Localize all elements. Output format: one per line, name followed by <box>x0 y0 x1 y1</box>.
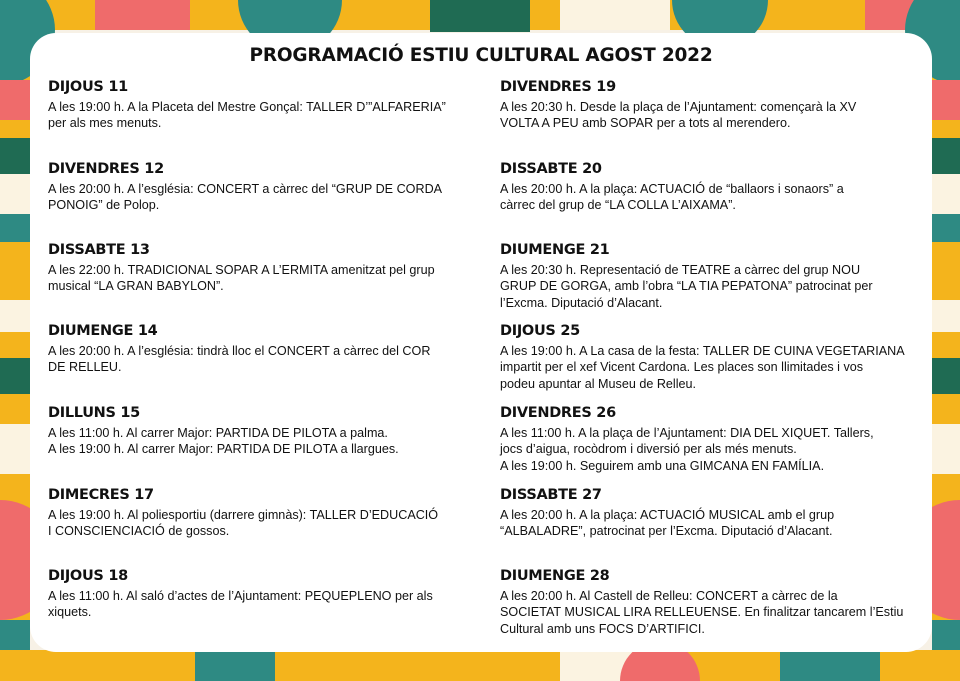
event-description <box>500 262 925 311</box>
event-description <box>500 181 925 214</box>
event-block <box>500 567 925 637</box>
event-block <box>500 160 925 214</box>
event-line: PONOIG” de Polop. <box>48 198 160 213</box>
right-block-3 <box>932 174 960 214</box>
event-line: A les 20:00 h. A la plaça: ACTUACIÓ de “ballaors i sonaors” a <box>500 182 844 196</box>
event-description <box>500 99 925 132</box>
top-block-red <box>95 0 190 30</box>
event-line: xiquets. <box>48 605 92 620</box>
event-block <box>48 486 478 540</box>
event-line: musical “LA GRAN BABYLON”. <box>48 279 224 294</box>
event-block <box>500 78 925 132</box>
event-description <box>48 425 478 458</box>
event-block <box>48 160 478 214</box>
event-block <box>48 322 478 376</box>
left-block-7 <box>0 358 30 394</box>
top-block-green <box>430 0 530 32</box>
event-block <box>500 486 925 540</box>
event-description <box>500 588 925 637</box>
right-block-5 <box>932 300 960 332</box>
event-block <box>48 567 478 621</box>
event-line: SOCIETAT MUSICAL LIRA RELLEUENSE. En finalitzar tancarem l’Estiu <box>500 605 904 620</box>
event-line: A les 20:00 h. Al Castell de Relleu: CONCERT a càrrec de la <box>500 589 838 603</box>
top-block-cream <box>560 0 670 30</box>
event-line: A les 11:00 h. Al carrer Major: PARTIDA DE PILOTA a palma. <box>48 426 388 440</box>
event-block <box>500 241 925 311</box>
right-block-2 <box>932 138 960 174</box>
event-line: per als mes menuts. <box>48 116 162 131</box>
event-line: A les 11:00 h. A la plaça de l’Ajuntament: DIA DEL XIQUET. Tallers, <box>500 426 874 440</box>
event-line: A les 20:00 h. A l’església: tindrà lloc el CONCERT a càrrec del COR <box>48 344 431 358</box>
left-block-8 <box>0 394 30 424</box>
event-block <box>500 322 925 392</box>
event-description <box>48 181 478 214</box>
event-day: DIUMENGE 28 <box>500 568 610 584</box>
left-block-3 <box>0 174 30 214</box>
event-line: I CONSCIENCIACIÓ de gossos. <box>48 524 230 539</box>
event-line: A les 11:00 h. Al saló d’actes de l’Ajuntament: PEQUEPLENO per als <box>48 589 433 603</box>
left-block-1 <box>0 80 30 120</box>
event-description <box>48 262 478 295</box>
event-day: DIUMENGE 14 <box>48 323 158 339</box>
event-line: jocs d’aigua, rocòdrom i diversió per als més menuts. <box>500 442 797 457</box>
event-description <box>500 343 925 392</box>
event-line: DE RELLEU. <box>48 360 122 375</box>
right-block-1 <box>932 80 960 120</box>
event-day: DIVENDRES 12 <box>48 161 164 177</box>
event-line: GRUP DE GORGA, amb l’obra “LA TIA PEPATONA” patrocinat per <box>500 279 873 294</box>
event-day: DIUMENGE 21 <box>500 242 610 258</box>
bottom-block-teal-2 <box>780 650 880 681</box>
left-block-6 <box>0 332 30 358</box>
event-day: DIJOUS 18 <box>48 568 128 584</box>
left-block-4 <box>0 214 30 242</box>
event-line: impartit per el xef Vicent Cardona. Les places son llimitades i vos <box>500 360 864 375</box>
event-line: A les 20:00 h. A la plaça: ACTUACIÓ MUSICAL amb el grup <box>500 508 835 522</box>
event-description <box>500 507 925 540</box>
left-block-2 <box>0 138 30 174</box>
event-line: A les 19:00 h. A La casa de la festa: TALLER DE CUINA VEGETARIANA <box>500 344 905 358</box>
event-day: DISSABTE 27 <box>500 487 602 503</box>
event-line: A les 19:00 h. Al poliesportiu (darrere gimnàs): TALLER D’EDUCACIÓ <box>48 508 439 522</box>
event-line: l’Excma. Diputació d’Alacant. <box>500 295 663 310</box>
event-line: A les 20:30 h. Desde la plaça de l’Ajuntament: començarà la XV <box>500 100 857 114</box>
event-description <box>500 425 925 474</box>
event-description <box>48 507 478 540</box>
event-line: A les 20:30 h. Representació de TEATRE a càrrec del grup NOU <box>500 263 861 277</box>
event-description <box>48 588 478 621</box>
right-block-4 <box>932 214 960 242</box>
event-line: VOLTA A PEU amb SOPAR per a tots al merendero. <box>500 116 791 131</box>
event-block <box>48 404 478 458</box>
event-block <box>500 404 925 474</box>
event-line: podeu apuntar al Museu de Relleu. <box>500 376 697 391</box>
event-block <box>48 241 478 295</box>
right-block-6 <box>932 358 960 394</box>
left-block-5 <box>0 300 30 332</box>
right-block-7 <box>932 424 960 474</box>
event-day: DISSABTE 20 <box>500 161 602 177</box>
left-block-9 <box>0 424 30 474</box>
event-description <box>48 343 478 376</box>
event-block <box>48 78 478 132</box>
event-day: DIVENDRES 26 <box>500 405 616 421</box>
event-day: DISSABTE 13 <box>48 242 150 258</box>
event-line: A les 20:00 h. A l’església: CONCERT a càrrec del “GRUP DE CORDA <box>48 182 443 196</box>
event-day: DIJOUS 11 <box>48 79 128 95</box>
bottom-block-teal <box>195 650 275 681</box>
event-day: DIVENDRES 19 <box>500 79 616 95</box>
event-day: DIMECRES 17 <box>48 487 154 503</box>
event-line: càrrec del grup de “LA COLLA L’AIXAMA”. <box>500 198 736 213</box>
event-line: A les 19:00 h. Seguirem amb una GIMCANA EN FAMÍLIA. <box>500 458 825 473</box>
event-line: A les 22:00 h. TRADICIONAL SOPAR A L’ERMITA amenitzat pel grup <box>48 263 435 277</box>
event-day: DILLUNS 15 <box>48 405 140 421</box>
event-line: A les 19:00 h. A la Placeta del Mestre Gonçal: TALLER D’”ALFARERIA” <box>48 100 446 114</box>
event-line: A les 19:00 h. Al carrer Major: PARTIDA DE PILOTA a llargues. <box>48 442 399 457</box>
page-title: PROGRAMACIÓ ESTIU CULTURAL AGOST 2022 <box>249 45 713 66</box>
event-line: Cultural amb uns FOCS D’ARTIFICI. <box>500 621 705 636</box>
event-day: DIJOUS 25 <box>500 323 580 339</box>
event-description <box>48 99 478 132</box>
event-line: “ALBALADRE”, patrocinat per l’Excma. Diputació d’Alacant. <box>500 524 833 539</box>
